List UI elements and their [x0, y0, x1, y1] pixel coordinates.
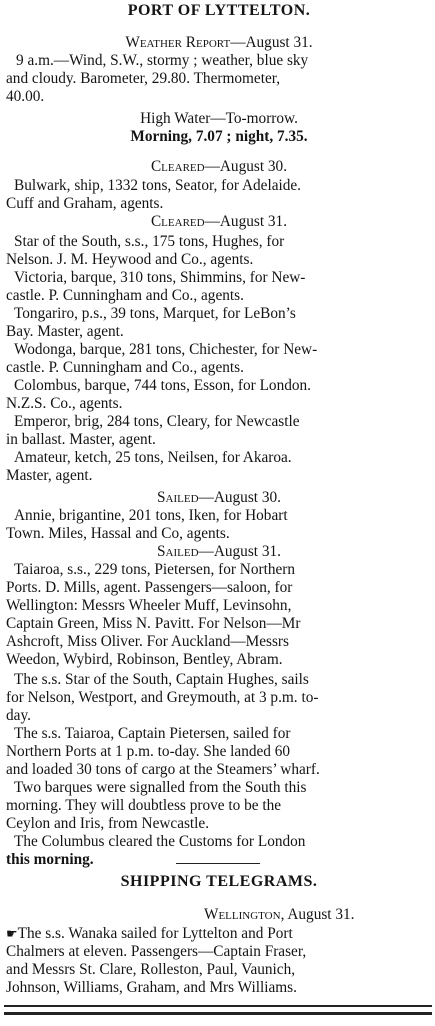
weather-line: 9 a.m.—Wind, S.W., stormy ; weather, blue sky	[16, 52, 309, 69]
sailed-30-heading	[4, 489, 434, 506]
cleared-31-line: Colombus, barque, 744 tons, Esson, for London.	[14, 377, 311, 394]
sailed-31-heading	[4, 543, 434, 560]
sailed-31-line: Weedon, Wybird, Robinson, Bentley, Abram.	[6, 651, 283, 668]
cleared-31-line: Wodonga, barque, 281 tons, Chichester, for New-	[14, 341, 318, 358]
cleared-30-label: Cleared	[150, 158, 205, 175]
cleared-31-line: castle. P. Cunningham and Co., agents.	[6, 287, 244, 304]
cleared-31-label: Cleared	[150, 213, 205, 230]
sailed-31-date: —August 31.	[198, 543, 281, 560]
sailed-31-label: Sailed	[157, 543, 199, 560]
bottom-rule	[4, 1005, 432, 1007]
page-title: PORT OF LYTTELTON.	[127, 2, 311, 19]
weather-heading-date: —August 31.	[230, 34, 313, 51]
news-line: and loaded 30 tons of cargo at the Steamers’ wharf.	[6, 761, 320, 778]
cleared-31-heading	[4, 213, 434, 230]
telegrams-title: SHIPPING TELEGRAMS.	[120, 873, 318, 890]
sailed-30-label: Sailed	[157, 489, 199, 506]
news-line: The s.s. Taiaroa, Captain Pietersen, sailed for	[14, 725, 291, 742]
news-line: Northern Ports at 1 p.m. to-day. She landed 60	[6, 743, 291, 760]
news-line: day.	[6, 707, 31, 724]
high-water-times: Morning, 7.07 ; night, 7.35.	[130, 128, 308, 145]
cleared-31-line: N.Z.S. Co., agents.	[6, 395, 123, 412]
telegram-line: and Messrs St. Clare, Rolleston, Paul, Vaunich,	[6, 961, 296, 978]
cleared-31-line: Emperor, brig, 284 tons, Cleary, for Newcastle	[14, 413, 300, 430]
cleared-31-line: Star of the South, s.s., 175 tons, Hughes, for	[14, 233, 285, 250]
telegram-line	[6, 925, 293, 943]
telegram-line: Johnson, Williams, Graham, and Mrs Williams.	[6, 979, 297, 996]
sailed-30-line: Annie, brigantine, 201 tons, Iken, for Hobart	[14, 507, 288, 524]
telegram-dateline-date: , August 31.	[280, 906, 355, 923]
weather-heading-label: Weather Report	[125, 34, 231, 51]
telegram-dateline-place: Wellington	[204, 906, 281, 923]
high-water-heading: High Water—To-morrow.	[140, 110, 298, 127]
cleared-31-line: Bay. Master, agent.	[6, 323, 124, 340]
sailed-31-line: Taiaroa, s.s., 229 tons, Pietersen, for Northern	[14, 561, 296, 578]
telegram-line: Chalmers at eleven. Passengers—Captain Fraser,	[6, 943, 307, 960]
cleared-31-line: castle. P. Cunningham and Co., agents.	[6, 359, 244, 376]
sailed-30-line: Town. Miles, Hassal and Co, agents.	[6, 525, 230, 542]
pointing-hand-icon: ☛	[6, 927, 18, 942]
bottom-rule-thick	[4, 1012, 432, 1015]
news-line: this morning.	[6, 851, 94, 868]
news-line: The Columbus cleared the Customs for London	[14, 833, 306, 850]
cleared-31-date: —August 31.	[204, 213, 288, 230]
news-line: Two barques were signalled from the South this	[14, 779, 307, 796]
news-line: The s.s. Star of the South, Captain Hughes, sails	[14, 671, 309, 688]
cleared-31-line: Nelson. J. M. Heywood and Co., agents.	[6, 251, 254, 268]
cleared-31-line: Master, agent.	[6, 467, 93, 484]
sailed-31-line: Wellington: Messrs Wheeler Muff, Levinsohn,	[6, 597, 292, 614]
news-line: morning. They will doubtless prove to be the	[6, 797, 282, 814]
weather-heading	[4, 34, 434, 51]
section-divider	[176, 863, 260, 864]
telegram-dateline	[204, 906, 355, 923]
sailed-30-date: —August 30.	[198, 489, 281, 506]
sailed-31-line: Ashcroft, Miss Oliver. For Auckland—Messrs	[6, 633, 289, 650]
cleared-30-line: Cuff and Graham, agents.	[6, 195, 164, 212]
cleared-31-line: Amateur, ketch, 25 tons, Neilsen, for Akaroa.	[14, 449, 292, 466]
sailed-31-line: Captain Green, Miss N. Pavitt. For Nelson—Mr	[6, 615, 301, 632]
weather-line: 40.00.	[6, 88, 45, 105]
cleared-31-line: Tongariro, p.s., 39 tons, Marquet, for LeBon’s	[14, 305, 296, 322]
news-line: for Nelson, Westport, and Greymouth, at 3 p.m. to-	[6, 689, 319, 706]
telegram-line-text: The s.s. Wanaka sailed for Lyttelton and Port	[17, 925, 293, 942]
cleared-30-line: Bulwark, ship, 1332 tons, Seator, for Adelaide.	[14, 177, 302, 194]
news-line: Ceylon and Iris, from Newcastle.	[6, 815, 210, 832]
cleared-31-line: in ballast. Master, agent.	[6, 431, 156, 448]
cleared-30-heading	[4, 158, 434, 175]
sailed-31-line: Ports. D. Mills, agent. Passengers—saloon, for	[6, 579, 293, 596]
weather-line: and cloudy. Barometer, 29.80. Thermometer,	[6, 70, 281, 87]
cleared-30-date: —August 30.	[204, 158, 288, 175]
cleared-31-line: Victoria, barque, 310 tons, Shimmins, for New-	[14, 269, 306, 286]
